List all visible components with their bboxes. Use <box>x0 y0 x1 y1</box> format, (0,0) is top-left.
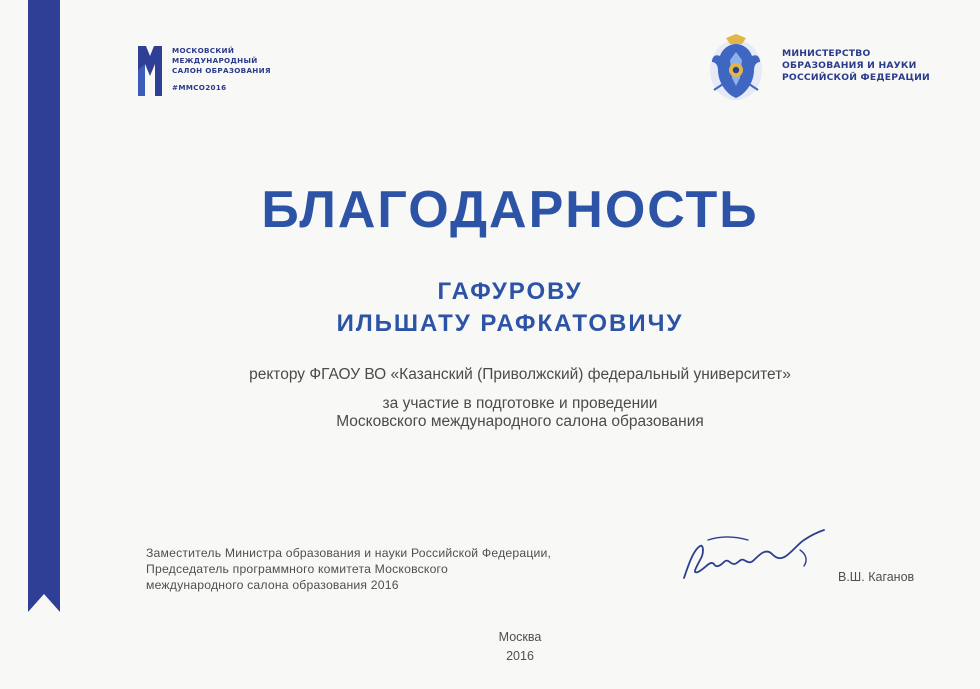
mmso-logo-line: МЕЖДУНАРОДНЫЙ <box>172 56 258 65</box>
recipient-position: ректору ФГАОУ ВО «Казанский (Приволжский) федеральный университет» <box>249 366 791 383</box>
certificate-title: БЛАГОДАРНОСТЬ <box>261 181 759 239</box>
mmso-hashtag: #ММСО2016 <box>172 83 227 92</box>
signer-name: В.Ш. Каганов <box>838 570 915 584</box>
signer-title-line: Председатель программного комитета Московского <box>146 562 448 576</box>
mmso-logo-line: САЛОН ОБРАЗОВАНИЯ <box>172 66 271 75</box>
ministry-logo-line: ОБРАЗОВАНИЯ И НАУКИ <box>782 60 917 71</box>
ministry-logo-line: РОССИЙСКОЙ ФЕДЕРАЦИИ <box>782 72 930 83</box>
handwritten-signature <box>680 520 830 590</box>
signer-title-line: международного салона образования 2016 <box>146 578 399 592</box>
ribbon-decoration <box>28 0 60 612</box>
reason-line: Московского международного салона образования <box>336 413 704 430</box>
city: Москва <box>498 630 542 644</box>
recipient-given-names: ИЛЬШАТУ РАФКАТОВИЧУ <box>336 310 684 337</box>
ministry-emblem-icon <box>706 32 766 104</box>
year: 2016 <box>506 649 534 663</box>
mmso-logo <box>138 44 298 104</box>
signer-title-line: Заместитель Министра образования и науки Российской Федерации, <box>146 546 552 560</box>
reason-line: за участие в подготовке и проведении <box>382 395 658 412</box>
signer-title <box>146 545 551 593</box>
ministry-logo-line: МИНИСТЕРСТВО <box>782 48 871 59</box>
ministry-logo <box>706 32 946 112</box>
mmso-logo-icon <box>138 46 162 96</box>
recipient-surname: ГАФУРОВУ <box>437 278 583 305</box>
mmso-logo-line: МОСКОВСКИЙ <box>172 46 235 55</box>
